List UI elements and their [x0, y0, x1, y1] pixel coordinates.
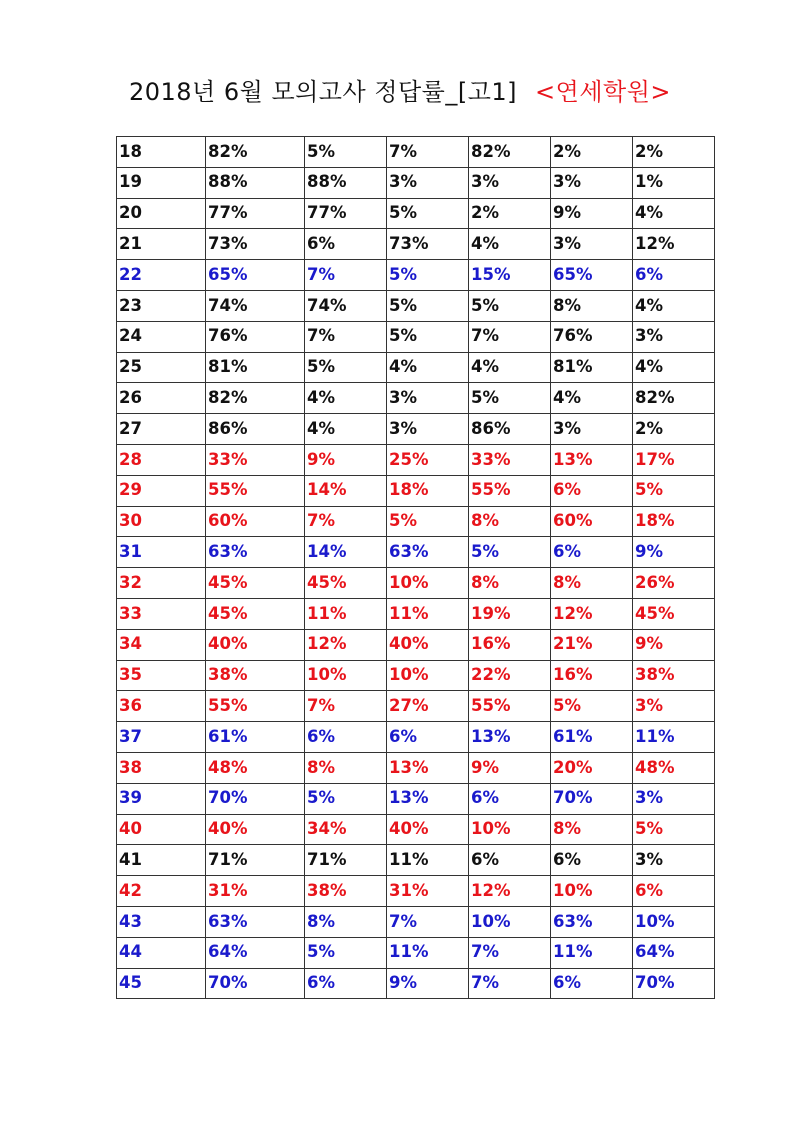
rate-cell: 10%: [633, 906, 715, 937]
rate-cell: 40%: [206, 629, 305, 660]
rate-cell: 6%: [551, 475, 633, 506]
rate-cell: 6%: [305, 229, 387, 260]
table-row: [117, 167, 715, 198]
table-row: [117, 352, 715, 383]
rate-cell: 86%: [206, 414, 305, 445]
rate-cell: 61%: [206, 722, 305, 753]
table-row: [117, 906, 715, 937]
rate-cell: 2%: [633, 137, 715, 168]
rate-cell: 7%: [387, 137, 469, 168]
rate-cell: 10%: [469, 906, 551, 937]
rate-cell: 13%: [469, 722, 551, 753]
rate-cell: 6%: [305, 968, 387, 999]
rate-cell: 82%: [469, 137, 551, 168]
rate-cell: 5%: [305, 352, 387, 383]
question-number-cell: 21: [117, 229, 206, 260]
rate-cell: 22%: [469, 660, 551, 691]
rate-cell: 8%: [551, 568, 633, 599]
rate-cell: 76%: [206, 321, 305, 352]
question-number-cell: 36: [117, 691, 206, 722]
table-row: [117, 660, 715, 691]
rate-cell: 17%: [633, 444, 715, 475]
rate-cell: 7%: [469, 937, 551, 968]
rate-cell: 70%: [633, 968, 715, 999]
table-row: [117, 137, 715, 168]
question-number-cell: 43: [117, 906, 206, 937]
rate-cell: 88%: [305, 167, 387, 198]
rate-cell: 65%: [551, 260, 633, 291]
question-number-cell: 22: [117, 260, 206, 291]
rate-cell: 73%: [387, 229, 469, 260]
rate-cell: 1%: [633, 167, 715, 198]
rate-cell: 13%: [387, 752, 469, 783]
rate-cell: 4%: [387, 352, 469, 383]
rate-cell: 11%: [387, 845, 469, 876]
rate-cell: 38%: [206, 660, 305, 691]
rate-cell: 3%: [387, 414, 469, 445]
rate-cell: 38%: [633, 660, 715, 691]
rate-cell: 8%: [551, 290, 633, 321]
rate-cell: 3%: [551, 414, 633, 445]
rate-cell: 4%: [633, 290, 715, 321]
rate-cell: 20%: [551, 752, 633, 783]
rate-cell: 7%: [469, 321, 551, 352]
table-row: [117, 783, 715, 814]
rate-cell: 82%: [633, 383, 715, 414]
table-row: [117, 722, 715, 753]
question-number-cell: 42: [117, 876, 206, 907]
rate-cell: 88%: [206, 167, 305, 198]
rate-cell: 4%: [469, 229, 551, 260]
rate-cell: 6%: [469, 783, 551, 814]
rate-cell: 63%: [387, 537, 469, 568]
rate-cell: 74%: [305, 290, 387, 321]
rate-cell: 5%: [387, 260, 469, 291]
rate-cell: 27%: [387, 691, 469, 722]
table-row: [117, 290, 715, 321]
rate-cell: 14%: [305, 537, 387, 568]
rate-cell: 5%: [633, 475, 715, 506]
rate-cell: 71%: [305, 845, 387, 876]
rate-cell: 77%: [305, 198, 387, 229]
rate-cell: 9%: [551, 198, 633, 229]
rate-cell: 9%: [633, 537, 715, 568]
rate-cell: 12%: [305, 629, 387, 660]
rate-cell: 8%: [305, 906, 387, 937]
rate-cell: 4%: [469, 352, 551, 383]
rate-cell: 13%: [387, 783, 469, 814]
rate-cell: 5%: [387, 198, 469, 229]
rate-cell: 33%: [469, 444, 551, 475]
rate-cell: 63%: [551, 906, 633, 937]
page-title: [0, 72, 800, 107]
table-row: [117, 752, 715, 783]
rate-cell: 31%: [206, 876, 305, 907]
table-row: [117, 968, 715, 999]
question-number-cell: 44: [117, 937, 206, 968]
question-number-cell: 38: [117, 752, 206, 783]
rate-cell: 33%: [206, 444, 305, 475]
question-number-cell: 33: [117, 598, 206, 629]
rate-cell: 7%: [469, 968, 551, 999]
rate-cell: 6%: [469, 845, 551, 876]
rate-cell: 9%: [469, 752, 551, 783]
rate-cell: 7%: [387, 906, 469, 937]
question-number-cell: 45: [117, 968, 206, 999]
rate-cell: 31%: [387, 876, 469, 907]
rate-cell: 9%: [305, 444, 387, 475]
rate-cell: 4%: [305, 383, 387, 414]
rate-cell: 7%: [305, 691, 387, 722]
rate-cell: 60%: [206, 506, 305, 537]
rate-cell: 26%: [633, 568, 715, 599]
rate-cell: 10%: [469, 814, 551, 845]
rate-cell: 5%: [387, 506, 469, 537]
rate-cell: 3%: [633, 691, 715, 722]
rate-cell: 5%: [469, 290, 551, 321]
table-row: [117, 475, 715, 506]
question-number-cell: 25: [117, 352, 206, 383]
rate-cell: 10%: [551, 876, 633, 907]
rate-cell: 25%: [387, 444, 469, 475]
rate-cell: 38%: [305, 876, 387, 907]
rate-cell: 9%: [387, 968, 469, 999]
rate-cell: 82%: [206, 383, 305, 414]
rate-cell: 6%: [551, 968, 633, 999]
table-row: [117, 876, 715, 907]
table-row: [117, 537, 715, 568]
rate-cell: 10%: [305, 660, 387, 691]
rate-cell: 3%: [469, 167, 551, 198]
question-number-cell: 24: [117, 321, 206, 352]
title-text: 2018년 6월 모의고사 정답률_[고1]: [128, 78, 518, 106]
rate-cell: 5%: [305, 783, 387, 814]
table-row: [117, 444, 715, 475]
table-row: [117, 598, 715, 629]
rate-cell: 70%: [206, 783, 305, 814]
rate-cell: 4%: [633, 198, 715, 229]
rate-cell: 2%: [469, 198, 551, 229]
question-number-cell: 18: [117, 137, 206, 168]
rate-cell: 6%: [633, 876, 715, 907]
question-number-cell: 29: [117, 475, 206, 506]
rate-cell: 7%: [305, 260, 387, 291]
rate-cell: 6%: [387, 722, 469, 753]
question-number-cell: 26: [117, 383, 206, 414]
question-number-cell: 20: [117, 198, 206, 229]
rate-cell: 63%: [206, 537, 305, 568]
question-number-cell: 39: [117, 783, 206, 814]
rate-cell: 55%: [206, 691, 305, 722]
answer-rate-table: [116, 136, 715, 999]
table-row: [117, 814, 715, 845]
rate-cell: 7%: [305, 321, 387, 352]
rate-cell: 48%: [206, 752, 305, 783]
rate-cell: 82%: [206, 137, 305, 168]
rate-cell: 3%: [633, 845, 715, 876]
rate-cell: 73%: [206, 229, 305, 260]
rate-cell: 86%: [469, 414, 551, 445]
rate-cell: 6%: [551, 845, 633, 876]
rate-cell: 55%: [469, 691, 551, 722]
table-row: [117, 568, 715, 599]
question-number-cell: 28: [117, 444, 206, 475]
rate-cell: 45%: [206, 568, 305, 599]
rate-cell: 81%: [206, 352, 305, 383]
table-row: [117, 629, 715, 660]
rate-cell: 5%: [305, 937, 387, 968]
rate-cell: 64%: [633, 937, 715, 968]
table-row: [117, 691, 715, 722]
question-number-cell: 35: [117, 660, 206, 691]
question-number-cell: 41: [117, 845, 206, 876]
rate-cell: 45%: [305, 568, 387, 599]
rate-cell: 65%: [206, 260, 305, 291]
table-row: [117, 260, 715, 291]
rate-cell: 11%: [551, 937, 633, 968]
table-row: [117, 845, 715, 876]
rate-cell: 8%: [469, 506, 551, 537]
rate-cell: 18%: [633, 506, 715, 537]
rate-cell: 8%: [551, 814, 633, 845]
rate-cell: 4%: [633, 352, 715, 383]
question-number-cell: 40: [117, 814, 206, 845]
rate-cell: 12%: [633, 229, 715, 260]
rate-cell: 19%: [469, 598, 551, 629]
rate-cell: 13%: [551, 444, 633, 475]
rate-cell: 3%: [633, 783, 715, 814]
rate-cell: 70%: [551, 783, 633, 814]
rate-cell: 5%: [305, 137, 387, 168]
rate-cell: 5%: [469, 537, 551, 568]
rate-cell: 45%: [633, 598, 715, 629]
rate-cell: 16%: [469, 629, 551, 660]
question-number-cell: 23: [117, 290, 206, 321]
rate-cell: 18%: [387, 475, 469, 506]
rate-cell: 6%: [633, 260, 715, 291]
rate-cell: 15%: [469, 260, 551, 291]
question-number-cell: 30: [117, 506, 206, 537]
rate-cell: 21%: [551, 629, 633, 660]
rate-cell: 5%: [633, 814, 715, 845]
academy-name: <연세학원>: [535, 78, 672, 106]
rate-cell: 14%: [305, 475, 387, 506]
rate-cell: 3%: [387, 167, 469, 198]
rate-cell: 3%: [387, 383, 469, 414]
rate-cell: 11%: [387, 937, 469, 968]
rate-cell: 74%: [206, 290, 305, 321]
rate-cell: 4%: [305, 414, 387, 445]
table-row: [117, 506, 715, 537]
rate-cell: 40%: [206, 814, 305, 845]
rate-cell: 10%: [387, 660, 469, 691]
rate-cell: 76%: [551, 321, 633, 352]
table-row: [117, 321, 715, 352]
question-number-cell: 32: [117, 568, 206, 599]
rate-cell: 81%: [551, 352, 633, 383]
table-row: [117, 229, 715, 260]
table-row: [117, 937, 715, 968]
rate-cell: 5%: [551, 691, 633, 722]
rate-cell: 11%: [387, 598, 469, 629]
table-body: [117, 137, 715, 999]
rate-cell: 9%: [633, 629, 715, 660]
rate-cell: 40%: [387, 814, 469, 845]
rate-cell: 55%: [206, 475, 305, 506]
question-number-cell: 27: [117, 414, 206, 445]
rate-cell: 3%: [551, 167, 633, 198]
rate-cell: 45%: [206, 598, 305, 629]
rate-cell: 5%: [387, 321, 469, 352]
rate-cell: 40%: [387, 629, 469, 660]
rate-cell: 8%: [305, 752, 387, 783]
rate-cell: 34%: [305, 814, 387, 845]
rate-cell: 4%: [551, 383, 633, 414]
rate-cell: 60%: [551, 506, 633, 537]
rate-cell: 3%: [633, 321, 715, 352]
rate-cell: 3%: [551, 229, 633, 260]
rate-cell: 77%: [206, 198, 305, 229]
rate-cell: 16%: [551, 660, 633, 691]
rate-cell: 7%: [305, 506, 387, 537]
table-row: [117, 414, 715, 445]
rate-cell: 5%: [469, 383, 551, 414]
rate-cell: 8%: [469, 568, 551, 599]
rate-cell: 6%: [551, 537, 633, 568]
rate-cell: 12%: [551, 598, 633, 629]
rate-cell: 61%: [551, 722, 633, 753]
rate-cell: 2%: [633, 414, 715, 445]
rate-cell: 48%: [633, 752, 715, 783]
rate-cell: 10%: [387, 568, 469, 599]
question-number-cell: 34: [117, 629, 206, 660]
rate-cell: 11%: [305, 598, 387, 629]
table-row: [117, 198, 715, 229]
rate-cell: 12%: [469, 876, 551, 907]
rate-cell: 2%: [551, 137, 633, 168]
rate-cell: 55%: [469, 475, 551, 506]
question-number-cell: 31: [117, 537, 206, 568]
question-number-cell: 19: [117, 167, 206, 198]
rate-cell: 63%: [206, 906, 305, 937]
rate-cell: 71%: [206, 845, 305, 876]
table-row: [117, 383, 715, 414]
rate-cell: 11%: [633, 722, 715, 753]
question-number-cell: 37: [117, 722, 206, 753]
rate-cell: 64%: [206, 937, 305, 968]
rate-cell: 70%: [206, 968, 305, 999]
rate-cell: 6%: [305, 722, 387, 753]
rate-cell: 5%: [387, 290, 469, 321]
